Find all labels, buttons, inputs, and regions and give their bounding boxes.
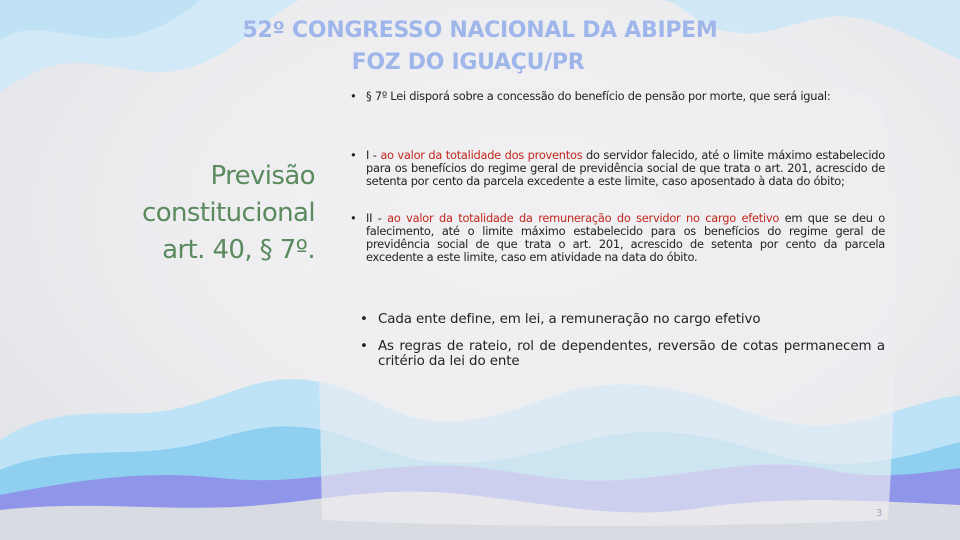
bullet-prefix: II - [366,211,388,225]
bullet-dot: • [350,148,357,162]
bullet-text: em que se deu o falecimento, até o limite máximo estabelecido para os benefícios do regime geral de previdência social de que trata o art. 201, acrescido de setenta por cento da parcela excedente a este limite, caso em atividade na data do óbito. [366,211,885,264]
bullet-dot: • [360,312,368,327]
bullet-dot: • [350,211,357,225]
slide-title-line2: FOZ DO IGUAÇU/PR [351,50,585,75]
bullet-text: do servidor falecido, até o limite máximo estabelecido para os benefícios do regime geral de previdência social de que trata o art. 201, acrescido de setenta por cento da parcela excedente a este limite, caso aposentado à data do óbito; [366,148,885,188]
bullet-paragraph [350,149,885,188]
bullet-text: § 7º Lei disporá sobre a concessão do benefício de pensão por morte, que será igual: [366,89,831,103]
slide-title-line1: 52º CONGRESSO NACIONAL DA ABIPEM [242,18,718,43]
side-heading-line: art. 40, § 7º. [162,235,315,265]
bullet-dot: • [360,339,368,354]
highlighted-text: ao valor da totalidade dos proventos [380,148,583,162]
bullet-paragraph [350,212,885,264]
page-number: 3 [876,508,883,519]
note-text: Cada ente define, em lei, a remuneração no cargo efetivo [378,312,761,327]
side-heading-line: Previsão [210,161,315,191]
side-heading-line: constitucional [142,198,315,228]
note-paragraph [360,339,885,369]
note-text: As regras de rateio, rol de dependentes, reversão de cotas permanecem a critério da lei do ente [378,339,885,369]
highlighted-text: ao valor da totalidade da remuneração do servidor no cargo efetivo [387,211,780,225]
bullet-dot: • [350,89,357,103]
note-paragraph [360,312,885,327]
bullet-prefix: I - [366,148,381,162]
side-heading [95,158,315,269]
bullet-paragraph [350,90,885,103]
